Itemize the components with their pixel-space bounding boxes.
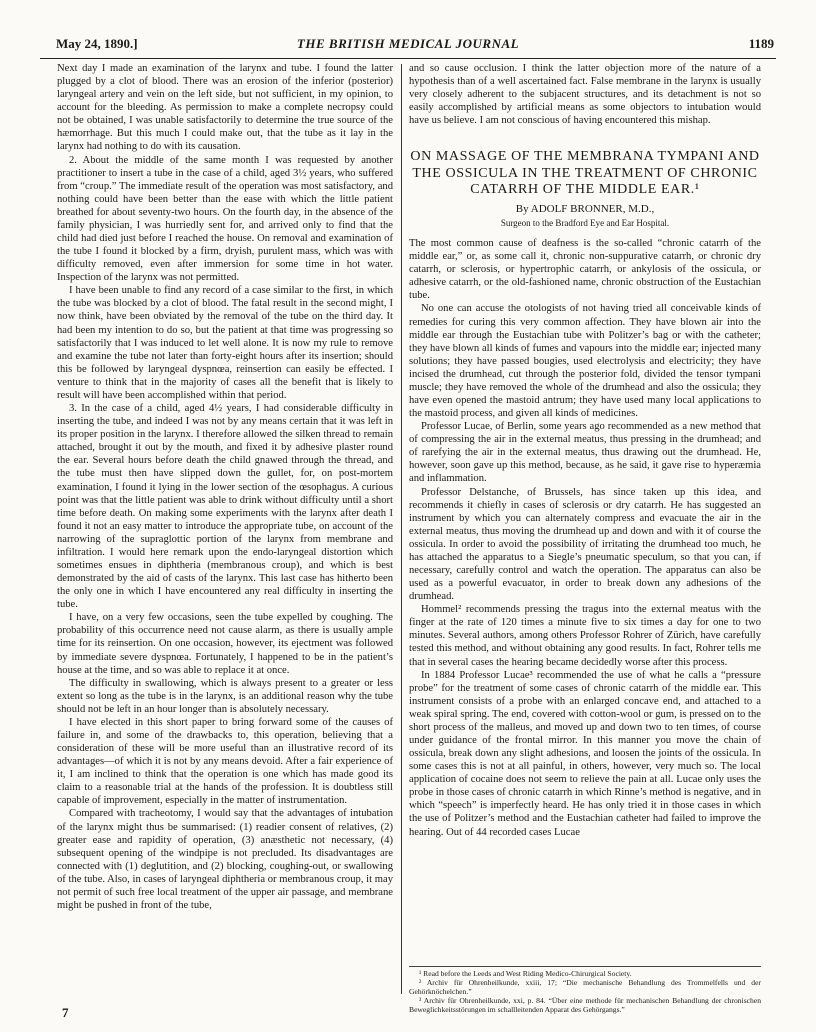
article-author: By ADOLF BRONNER, M.D., bbox=[515, 202, 655, 215]
paragraph: The most common cause of deafness is the so-called “chronic catarrh of the middle ear,” or, as some call it, chronic non-suppurative catarrh, or chronic dry catarrh, or sclerosis, or hypertrophic catarrh, or ankylosis of the ossicula, or adhesive catarrh, or the old-fashioned name, chronic obstruction of the Eustachian tube. bbox=[409, 238, 761, 302]
footnotes bbox=[409, 966, 761, 1014]
footnote: ³ Archiv für Ohrenheilkunde, xxi, p. 84. “Über eine methode für mechanischen Behandlung der chronischen Beweglichkeitsstörungen im schallleitenden Apparat des Gehörgangs.” bbox=[409, 996, 761, 1014]
signature-mark: 7 bbox=[62, 1005, 69, 1020]
paragraph: 2. About the middle of the same month I was requested by another practitioner to insert a tube in the case of a child, aged 3½ years, who suffered from “croup.” The immediate result of the operation was most satisfactory, and nothing could have been better than the ease with which the little patient breathed for about seventy-two hours. On the fourth day, in the absence of the family physician, I was hurriedly sent for, and arrived only to find that the child had died just before I reached the house. On removal and examination of the tube I found it blocked by a firm, dryish, purulent mass, which was with difficulty removed, even after immersion for some time in hot water. Inspection of the larynx was not permitted. bbox=[57, 154, 393, 284]
paragraph: The difficulty in swallowing, which is always present to a greater or less extent so long as the tube is in the larynx, is an additional reason why the tube should not be left in an hour longer than is absolutely necessary. bbox=[57, 677, 393, 715]
paragraph: In 1884 Professor Lucae³ recommended the use of what he calls a “pressure probe” for the treatment of some cases of chronic catarrh of the middle ear. This instrument consists of a probe with an enlarged concave end, and attached to a weak spiral spring. The end, covered with cotton-wool or gum, is pressed on to the short process of the malleus, and moved up and down two to ten times, of course under guidance of the frontal mirror. In this manner you move the chain of ossicula, break down any slight adhesions, and loosen the joints of the ossicula. In some cases this is not at all painful, in others, however, very much so. The local application of cocaine does not seem to relieve the pain at all. Lucae only uses the probe in those cases of chronic catarrh in which Rinne’s method is negative, and in which “speech” is imperfectly heard. He has only tried it in those cases in which the use of Politzer’s method and the Eustachian catheter had failed to improve the hearing. Out of 44 recorded cases Lucae bbox=[409, 669, 761, 838]
paragraph: I have, on a very few occasions, seen the tube expelled by coughing. The probability of this occurrence need not cause alarm, as there is usually ample time for its reinsertion. On one occasion, however, its ejectment was followed by immediate severe dyspnœa. Fortunately, I happened to be in the patient’s house at the time, and so was able to replace it at once. bbox=[57, 612, 393, 676]
journal-title: THE BRITISH MEDICAL JOURNAL bbox=[296, 36, 520, 51]
article-title: ON MASSAGE OF THE MEMBRANA TYMPANI AND THE OSSICULA IN THE TREATMENT OF CHRONIC CATARRH OF THE MIDDLE EAR.¹ bbox=[410, 149, 760, 198]
paragraph: I have been unable to find any record of a case similar to the first, in which the tube was blocked by a clot of blood. The fatal result in the second might, I now think, have been obviated by the removal of the tube on the third day. It had been my intention to do so, but the patient at that time was progressing so satisfactorily that I was induced to let well alone. It is now my rule to remove and examine the tube not later than forty-eight hours after its insertion; should this be followed by laryngeal dyspnœa, reinsertion can easily be effected. I venture to think that in the majority of cases all the benefit that is likely to result will have been accomplished within that period. bbox=[57, 285, 393, 401]
column-divider bbox=[401, 64, 402, 994]
paragraph: Compared with tracheotomy, I would say that the advantages of intubation of the larynx might thus be summarised: (1) readier consent of relatives, (2) greater ease and rapidity of operation, (3) anæsthetic not necessary, (4) subsequent opening of the windpipe is not precluded. Its disadvantages are connected with (1) deglutition, and (2) blocking, coughing-out, or swallowing of the tube. Also, in cases of laryngeal diphtheria or membranous croup, it may not permit of such free local treatment of the upper air passage, and membrane might be pushed in front of the tube, bbox=[57, 808, 393, 911]
page-number: 1189 bbox=[748, 36, 774, 51]
paragraph: 3. In the case of a child, aged 4½ years, I had considerable difficulty in inserting the tube, and indeed I was not by any means certain that it was left in its proper position in the larynx. I therefore allowed the silken thread to remain attached, brought it out by the mouth, and fixed it by adhesive plaster round the ear. Several hours before death the child gnawed through the thread, and the tube must then have slipped down the gullet, for, on post-mortem examination, I found it lying in the lower section of the œsophagus. A curious point was that the little patient was able to drink without difficulty until a short time before death. On making some experiments with the larynx after death I found it not an easy matter to introduce the appropriate tube, on account of the narrowing of the supraglottic portion of the larynx from membrane and infiltration. I would here remark upon the endo-laryngeal distortion which sometimes ensues in diphtheria (membranous croup), and which is best demonstrated by the aid of casts of the larynx. This last case has hitherto been the only one in which I have encountered any real difficulty in inserting the tube. bbox=[57, 403, 393, 611]
page-header bbox=[40, 36, 776, 56]
paragraph: and so cause occlusion. I think the latter objection more of the nature of a hypothesis than of a well ascertained fact. False membrane in the larynx is usually very closely adherent to the subjacent structures, and its detachment is not so easily accomplished by artificial means as some objectors to intubation would have us believe. I am not conscious of having encountered this mishap. bbox=[409, 63, 761, 127]
issue-date: May 24, 1890.] bbox=[56, 36, 138, 51]
paragraph: I have elected in this short paper to bring forward some of the causes of failure in, and some of the drawbacks to, this operation, believing that a consideration of these will be more useful than an illustrative record of its advantages—of which it is not by any means devoid. After a fair experience of it, I am inclined to think that the operation is one which has made good its claim to a reasonable trial at the hands of the profession. It is doubtless still capable of improvement, especially in the matter of instrumentation. bbox=[57, 716, 393, 807]
paragraph: No one can accuse the otologists of not having tried all conceivable kinds of remedies for curing this very common affection. They have blown air into the middle ear through the Eustachian tube with Politzer’s bag or with the catheter; they have blown all kinds of fumes and vapours into the middle ear; injected many solutions; they have passed bougies, used electrolysis and electricity; they have incised the drumhead, cut through the posterior fold, divided the tensor tympani muscle; they have removed the whole of the drumhead and also the ossicula; they have even opened the mastoid antrum; they have used many local applications to the mastoid process, and given all kinds of medicines. bbox=[409, 303, 761, 420]
right-column bbox=[409, 62, 761, 839]
paragraph: Professor Delstanche, of Brussels, has since taken up this idea, and recommends it chiefly in cases of sclerosis or dry catarrh. He has suggested an instrument by which you can alternately compress and evacuate the air in the external meatus, thus moving the drumhead up and down and with it of course the ossicula. In order to avoid the possibility of irritating the drumhead too much, he has attached the apparatus to a Siegle’s pneumatic speculum, so that you can, if necessary, carefully control and watch the operation. The apparatus can also be used as a powerful evacuator, in order to break down any adhesions of the drumhead. bbox=[409, 486, 761, 603]
footnote: ² Archiv für Ohrenheilkunde, xxiii, 17; “Die mechanische Behandlung des Trommelfells und der Gehörknöchelchen.” bbox=[409, 978, 761, 996]
paragraph: Next day I made an examination of the larynx and tube. I found the latter plugged by a clot of blood. There was an erosion of the inferior (posterior) laryngeal artery and vein on the left side, but not sufficient, in my opinion, to account for the bleeding. As permission to make a complete necropsy could not be obtained, I was unable satisfactorily to determine the true source of the hæmorrhage. But this much I could make out, that the tube as it lay in the larynx had nothing to do with its causation. bbox=[57, 63, 393, 153]
left-column bbox=[57, 62, 393, 912]
footnote: ¹ Read before the Leeds and West Riding Medico-Chirurgical Society. bbox=[419, 969, 632, 978]
header-rule bbox=[40, 58, 776, 59]
paragraph: Hommel² recommends pressing the tragus into the external meatus with the finger at the rate of 120 times a minute five to six times a day for one to two minutes. Several authors, among others Professor Rohrer of Zürich, have carefully tested this method, and without obtaining any good results. In fact, Rohrer tells me that in several cases the hearing became decidedly worse after this process. bbox=[409, 604, 761, 668]
author-affiliation: Surgeon to the Bradford Eye and Ear Hospital. bbox=[500, 217, 670, 228]
paragraph: Professor Lucae, of Berlin, some years ago recommended as a new method that of compressing the air in the external meatus, thus pressing in the drumhead; and of rarefying the air in the external meatus, thus drawing out the drumhead. He, however, soon gave up this method, because, as he said, it gave rise to hyperæmia and inflammation. bbox=[409, 421, 761, 485]
